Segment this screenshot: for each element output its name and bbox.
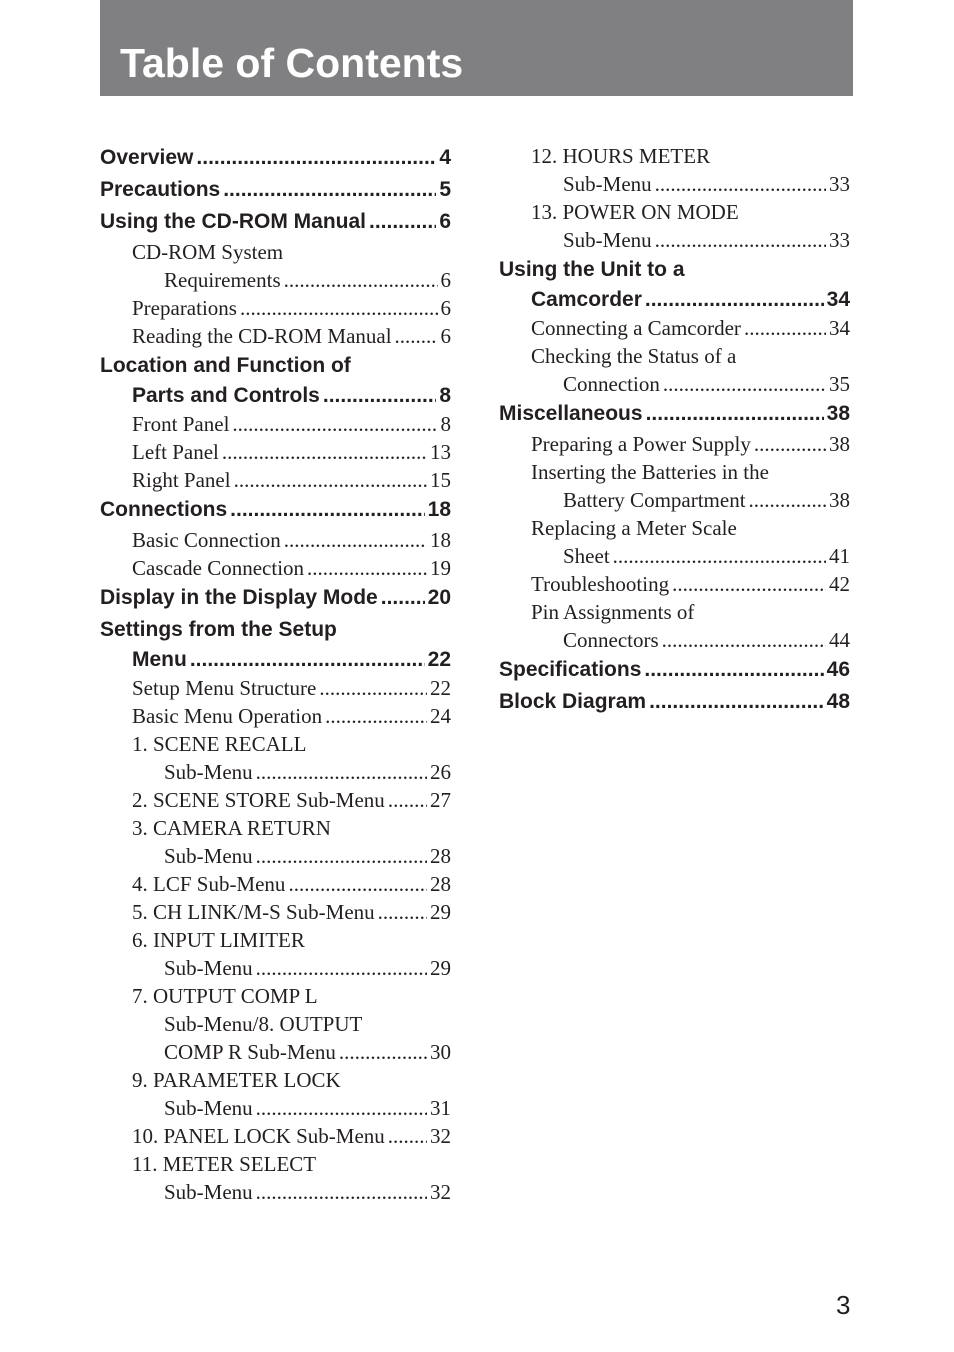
toc-entry[interactable]	[100, 1150, 451, 1206]
toc-entry[interactable]	[100, 494, 451, 526]
toc-leader-dots	[223, 174, 436, 206]
toc-page-number: 34	[829, 316, 850, 340]
toc-entry-title: 3. CAMERA RETURN	[132, 816, 331, 840]
toc-page-number: 44	[829, 628, 850, 652]
toc-entry-title: Inserting the Batteries in the	[531, 460, 769, 484]
toc-entry-title: Preparing a Power Supply	[531, 432, 751, 456]
toc-leader-dots	[649, 686, 824, 718]
toc-entry[interactable]	[100, 614, 451, 674]
toc-entry[interactable]	[100, 142, 451, 174]
toc-entry[interactable]	[100, 526, 451, 554]
toc-entry-title: 4. LCF Sub-Menu	[132, 872, 286, 896]
toc-leader-dots	[388, 1122, 427, 1150]
toc-entry[interactable]	[499, 254, 850, 314]
toc-entry-title: Sub-Menu	[164, 956, 253, 980]
toc-leader-dots	[378, 898, 427, 926]
toc-entry[interactable]	[100, 674, 451, 702]
toc-entry-title: Checking the Status of a	[531, 344, 737, 368]
toc-entry[interactable]	[100, 870, 451, 898]
toc-right-column	[499, 142, 850, 718]
toc-entry-title: Pin Assignments of	[531, 600, 695, 624]
toc-leader-dots	[240, 294, 438, 322]
toc-leader-dots	[613, 542, 826, 570]
toc-page-number: 19	[430, 556, 451, 580]
toc-leader-dots	[230, 494, 424, 526]
toc-entry-title: 9. PARAMETER LOCK	[132, 1068, 341, 1092]
toc-page-number: 5	[439, 178, 451, 201]
toc-entry-title: 7. OUTPUT COMP L	[132, 984, 318, 1008]
toc-entry-title: Replacing a Meter Scale	[531, 516, 737, 540]
toc-page-number: 22	[427, 648, 451, 671]
toc-leader-dots	[196, 142, 436, 174]
toc-leader-dots	[663, 370, 826, 398]
toc-page-number: 15	[430, 468, 451, 492]
toc-entry[interactable]	[100, 898, 451, 926]
toc-entry[interactable]	[100, 322, 451, 350]
toc-entry-title: Sub-Menu	[563, 228, 652, 252]
toc-entry-title: Display in the Display Mode	[100, 586, 378, 609]
toc-page-number: 33	[829, 228, 850, 252]
toc-entry[interactable]	[100, 926, 451, 982]
toc-entry[interactable]	[499, 686, 850, 718]
toc-entry[interactable]	[499, 342, 850, 398]
toc-leader-dots	[232, 410, 437, 438]
toc-page-number: 24	[430, 704, 451, 728]
toc-entry[interactable]	[100, 350, 451, 410]
toc-page-number: 20	[427, 586, 451, 609]
toc-entry[interactable]	[100, 438, 451, 466]
toc-leader-dots	[744, 314, 826, 342]
toc-entry-title: Menu	[132, 648, 187, 671]
toc-entry-title: Sub-Menu	[164, 1180, 253, 1204]
toc-entry[interactable]	[100, 554, 451, 582]
toc-entry[interactable]	[100, 1122, 451, 1150]
toc-entry-title: CD-ROM System	[132, 240, 284, 264]
toc-page-number: 8	[440, 412, 451, 436]
toc-entry[interactable]	[100, 238, 451, 294]
toc-leader-dots	[284, 526, 427, 554]
toc-page-number: 27	[430, 788, 451, 812]
toc-leader-dots	[256, 1094, 427, 1122]
toc-page-number: 22	[430, 676, 451, 700]
toc-leader-dots	[381, 582, 425, 614]
toc-leader-dots	[655, 226, 826, 254]
toc-leader-dots	[284, 266, 438, 294]
toc-page-number: 6	[440, 268, 451, 292]
toc-entry-title: Sub-Menu	[164, 760, 253, 784]
toc-entry-title: 2. SCENE STORE Sub-Menu	[132, 788, 385, 812]
toc-entry[interactable]	[499, 570, 850, 598]
toc-page-number: 38	[826, 402, 850, 425]
toc-entry-title: Front Panel	[132, 412, 230, 436]
toc-entry[interactable]	[499, 430, 850, 458]
toc-entry-title: Connecting a Camcorder	[531, 316, 741, 340]
toc-page-number: 38	[829, 432, 850, 456]
toc-entry-title: 5. CH LINK/M-S Sub-Menu	[132, 900, 375, 924]
toc-entry-title: 10. PANEL LOCK Sub-Menu	[132, 1124, 385, 1148]
toc-leader-dots	[339, 1038, 427, 1066]
header-bar	[100, 0, 853, 96]
toc-page-number: 41	[829, 544, 850, 568]
toc-entry[interactable]	[499, 654, 850, 686]
toc-entry[interactable]	[100, 206, 451, 238]
toc-page-number: 32	[430, 1124, 451, 1148]
toc-entry[interactable]	[499, 398, 850, 430]
toc-entry-title: Connection	[563, 372, 660, 396]
toc-entry[interactable]	[100, 786, 451, 814]
toc-page-number: 29	[430, 900, 451, 924]
toc-entry-title: 6. INPUT LIMITER	[132, 928, 305, 952]
toc-entry-title: Setup Menu Structure	[132, 676, 317, 700]
toc-page-number: 6	[440, 296, 451, 320]
toc-leader-dots	[288, 870, 427, 898]
toc-leader-dots	[256, 842, 427, 870]
toc-entry-title: Basic Menu Operation	[132, 704, 323, 728]
toc-leader-dots	[749, 486, 826, 514]
toc-entry-title: Battery Compartment	[563, 488, 746, 512]
toc-page-number: 4	[439, 146, 451, 169]
toc-leader-dots	[222, 438, 427, 466]
toc-page-number: 18	[430, 528, 451, 552]
toc-entry-title: Left Panel	[132, 440, 219, 464]
toc-leader-dots	[190, 646, 425, 674]
toc-entry-title: Reading the CD-ROM Manual	[132, 324, 392, 348]
toc-page-number: 13	[430, 440, 451, 464]
toc-page-number: 8	[439, 384, 451, 407]
toc-page-number: 46	[826, 658, 850, 681]
toc-entry-title: Camcorder	[531, 288, 642, 311]
toc-page-number: 26	[430, 760, 451, 784]
toc-page-number: 32	[430, 1180, 451, 1204]
toc-entry[interactable]	[499, 514, 850, 570]
toc-leader-dots	[307, 554, 427, 582]
toc-leader-dots	[256, 1178, 427, 1206]
toc-entry[interactable]	[499, 142, 850, 198]
toc-entry-title: Requirements	[164, 268, 281, 292]
toc-entry[interactable]	[499, 598, 850, 654]
toc-leader-dots	[325, 702, 427, 730]
toc-entry[interactable]	[100, 174, 451, 206]
toc-page-number: 18	[427, 498, 451, 521]
toc-leader-dots	[388, 786, 427, 814]
toc-entry-title: Location and Function of	[100, 354, 351, 377]
toc-page-number: 33	[829, 172, 850, 196]
toc-entry-title: 11. METER SELECT	[132, 1152, 317, 1176]
toc-entry-title: 12. HOURS METER	[531, 144, 711, 168]
toc-page-number: 29	[430, 956, 451, 980]
toc-entry-title: Connections	[100, 498, 228, 521]
toc-leader-dots	[644, 654, 823, 686]
toc-leader-dots	[395, 322, 438, 350]
toc-entry-title: Connectors	[563, 628, 659, 652]
toc-entry-title: Overview	[100, 146, 194, 169]
toc-entry-title: Parts and Controls	[132, 384, 320, 407]
toc-left-column	[100, 142, 451, 1206]
toc-entry-title: Using the CD-ROM Manual	[100, 210, 366, 233]
toc-entry[interactable]	[100, 1066, 451, 1122]
toc-entry-title: Troubleshooting	[531, 572, 670, 596]
toc-entry-title: Block Diagram	[499, 690, 647, 713]
page-title: Table of Contents	[120, 40, 464, 86]
toc-leader-dots	[646, 398, 824, 430]
toc-page-number: 28	[430, 844, 451, 868]
toc-entry[interactable]	[100, 702, 451, 730]
toc-entry[interactable]	[499, 458, 850, 514]
toc-leader-dots	[662, 626, 826, 654]
toc-page-number: 6	[440, 324, 451, 348]
toc-leader-dots	[655, 170, 826, 198]
toc-entry-title: 13. POWER ON MODE	[531, 200, 739, 224]
toc-entry-title: Sub-Menu	[164, 1096, 253, 1120]
toc-entry-title: 1. SCENE RECALL	[132, 732, 307, 756]
toc-leader-dots	[323, 382, 436, 410]
toc-page-number: 38	[829, 488, 850, 512]
toc-leader-dots	[754, 430, 826, 458]
toc-page-number: 42	[829, 572, 850, 596]
toc-entry-title: Precautions	[100, 178, 221, 201]
toc-entry-title: Miscellaneous	[499, 402, 643, 425]
toc-entry[interactable]	[100, 466, 451, 494]
toc-entry-title: Right Panel	[132, 468, 231, 492]
toc-page-number: 35	[829, 372, 850, 396]
toc-entry-title: Sub-Menu/8. OUTPUT	[164, 1012, 363, 1036]
toc-entry-title: Sub-Menu	[563, 172, 652, 196]
toc-page-number: 28	[430, 872, 451, 896]
toc-entry[interactable]	[100, 814, 451, 870]
toc-page-number: 34	[826, 288, 850, 311]
toc-entry[interactable]	[100, 410, 451, 438]
toc-page-number: 48	[826, 690, 850, 713]
toc-page-number: 30	[430, 1040, 451, 1064]
toc-entry-title: Using the Unit to a	[499, 258, 685, 281]
toc-entry-title: Sheet	[563, 544, 610, 568]
toc-page-number: 31	[430, 1096, 451, 1120]
toc-leader-dots	[369, 206, 436, 238]
toc-entry-title: Preparations	[132, 296, 237, 320]
toc-leader-dots	[319, 674, 427, 702]
toc-leader-dots	[256, 758, 427, 786]
toc-entry-title: Basic Connection	[132, 528, 281, 552]
toc-entry[interactable]	[100, 582, 451, 614]
toc-entry-title: Settings from the Setup	[100, 618, 337, 641]
toc-entry[interactable]	[100, 982, 451, 1066]
toc-page-number: 6	[439, 210, 451, 233]
toc-entry-title: Sub-Menu	[164, 844, 253, 868]
toc-entry[interactable]	[499, 314, 850, 342]
toc-entry[interactable]	[100, 294, 451, 322]
toc-leader-dots	[234, 466, 427, 494]
toc-entry-title: COMP R Sub-Menu	[164, 1040, 336, 1064]
toc-entry[interactable]	[100, 730, 451, 786]
toc-entry[interactable]	[499, 198, 850, 254]
toc-entry-title: Cascade Connection	[132, 556, 305, 580]
toc-leader-dots	[256, 954, 427, 982]
page-number: 3	[836, 1290, 851, 1320]
toc-leader-dots	[645, 286, 824, 314]
toc-entry-title: Specifications	[499, 658, 642, 681]
toc-leader-dots	[672, 570, 826, 598]
